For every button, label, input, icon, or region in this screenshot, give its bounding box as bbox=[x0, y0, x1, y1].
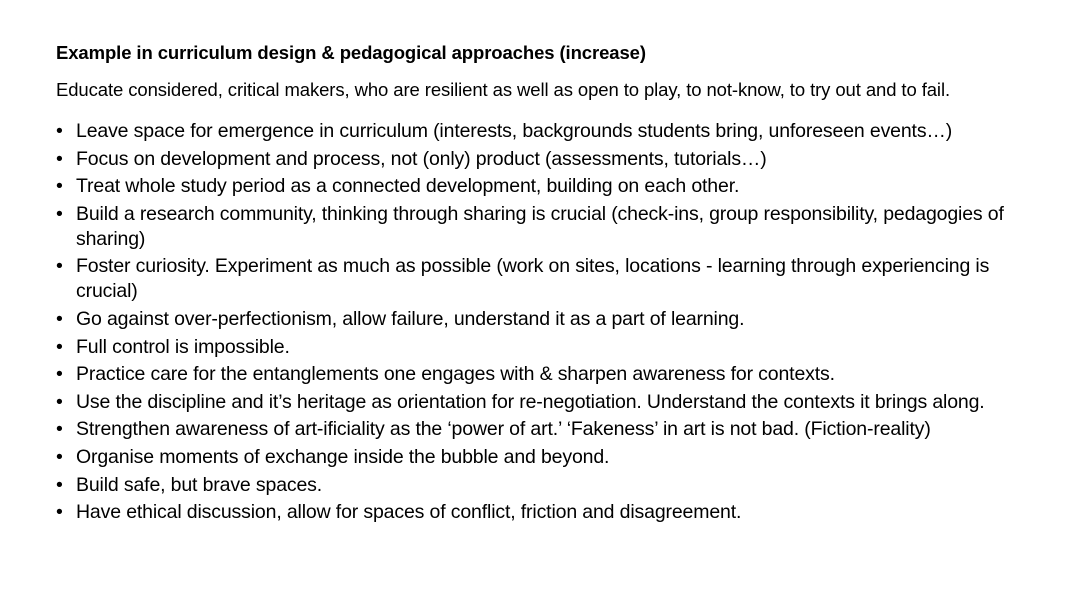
bullet-icon: • bbox=[56, 147, 63, 170]
document-body bbox=[56, 41, 1056, 528]
bullet-icon: • bbox=[56, 473, 63, 496]
list-item bbox=[56, 445, 1056, 470]
list-item bbox=[56, 417, 1056, 442]
intro-paragraph: Educate considered, critical makers, who are resilient as well as open to play, to not-know, to try out and to fail. bbox=[56, 79, 950, 100]
page-heading: Example in curriculum design & pedagogical approaches (increase) bbox=[56, 42, 646, 63]
bullet-icon: • bbox=[56, 445, 63, 468]
bullet-icon: • bbox=[56, 307, 63, 330]
list-item bbox=[56, 307, 1056, 332]
list-item bbox=[56, 362, 1056, 387]
bullet-icon: • bbox=[56, 255, 63, 278]
list-item bbox=[56, 335, 1056, 360]
list-item bbox=[56, 473, 1056, 498]
list-item-text: Leave space for emergence in curriculum (interests, backgrounds students bring, unforeseen events…) bbox=[76, 120, 953, 142]
list-item bbox=[56, 174, 1056, 199]
bullet-icon: • bbox=[56, 418, 63, 441]
bullet-icon: • bbox=[56, 175, 63, 198]
bullet-icon: • bbox=[56, 501, 63, 524]
list-item bbox=[56, 254, 1056, 304]
list-item-text: Organise moments of exchange inside the bubble and beyond. bbox=[76, 445, 610, 468]
list-item bbox=[56, 390, 1056, 415]
list-item-text: Use the discipline and it’s heritage as orientation for re-negotiation. Understand the contexts it brings along. bbox=[76, 390, 985, 413]
list-item-text: Practice care for the entanglements one engages with & sharpen awareness for contexts. bbox=[76, 363, 835, 386]
list-item-text: Go against over-perfectionism, allow failure, understand it as a part of learning. bbox=[76, 307, 745, 330]
list-item-text: Build safe, but brave spaces. bbox=[76, 473, 323, 496]
bullet-icon: • bbox=[56, 120, 63, 142]
list-item bbox=[56, 202, 1056, 252]
list-item bbox=[56, 119, 1056, 144]
bullet-icon: • bbox=[56, 390, 63, 413]
list-item-text: Treat whole study period as a connected development, building on each other. bbox=[76, 175, 740, 198]
list-item-text: Have ethical discussion, allow for spaces of conflict, friction and disagreement. bbox=[76, 501, 742, 524]
bullet-icon: • bbox=[56, 202, 63, 225]
bullet-icon: • bbox=[56, 363, 63, 386]
list-item-text: Foster curiosity. Experiment as much as possible (work on sites, locations - learning through experiencing is crucial) bbox=[76, 255, 990, 303]
list-item bbox=[56, 500, 1056, 525]
list-item-text: Build a research community, thinking through sharing is crucial (check-ins, group responsibility, pedagogies of sharing) bbox=[76, 202, 1004, 250]
list-item-text: Full control is impossible. bbox=[76, 335, 290, 358]
list-item bbox=[56, 147, 1056, 172]
list-item-text: Focus on development and process, not (only) product (assessments, tutorials…) bbox=[76, 147, 767, 170]
bullet-list bbox=[56, 119, 1056, 525]
bullet-icon: • bbox=[56, 335, 63, 358]
list-item-text: Strengthen awareness of art-ificiality as the ‘power of art.’ ‘Fakeness’ in art is not bad. (Fiction-reality) bbox=[76, 418, 931, 441]
